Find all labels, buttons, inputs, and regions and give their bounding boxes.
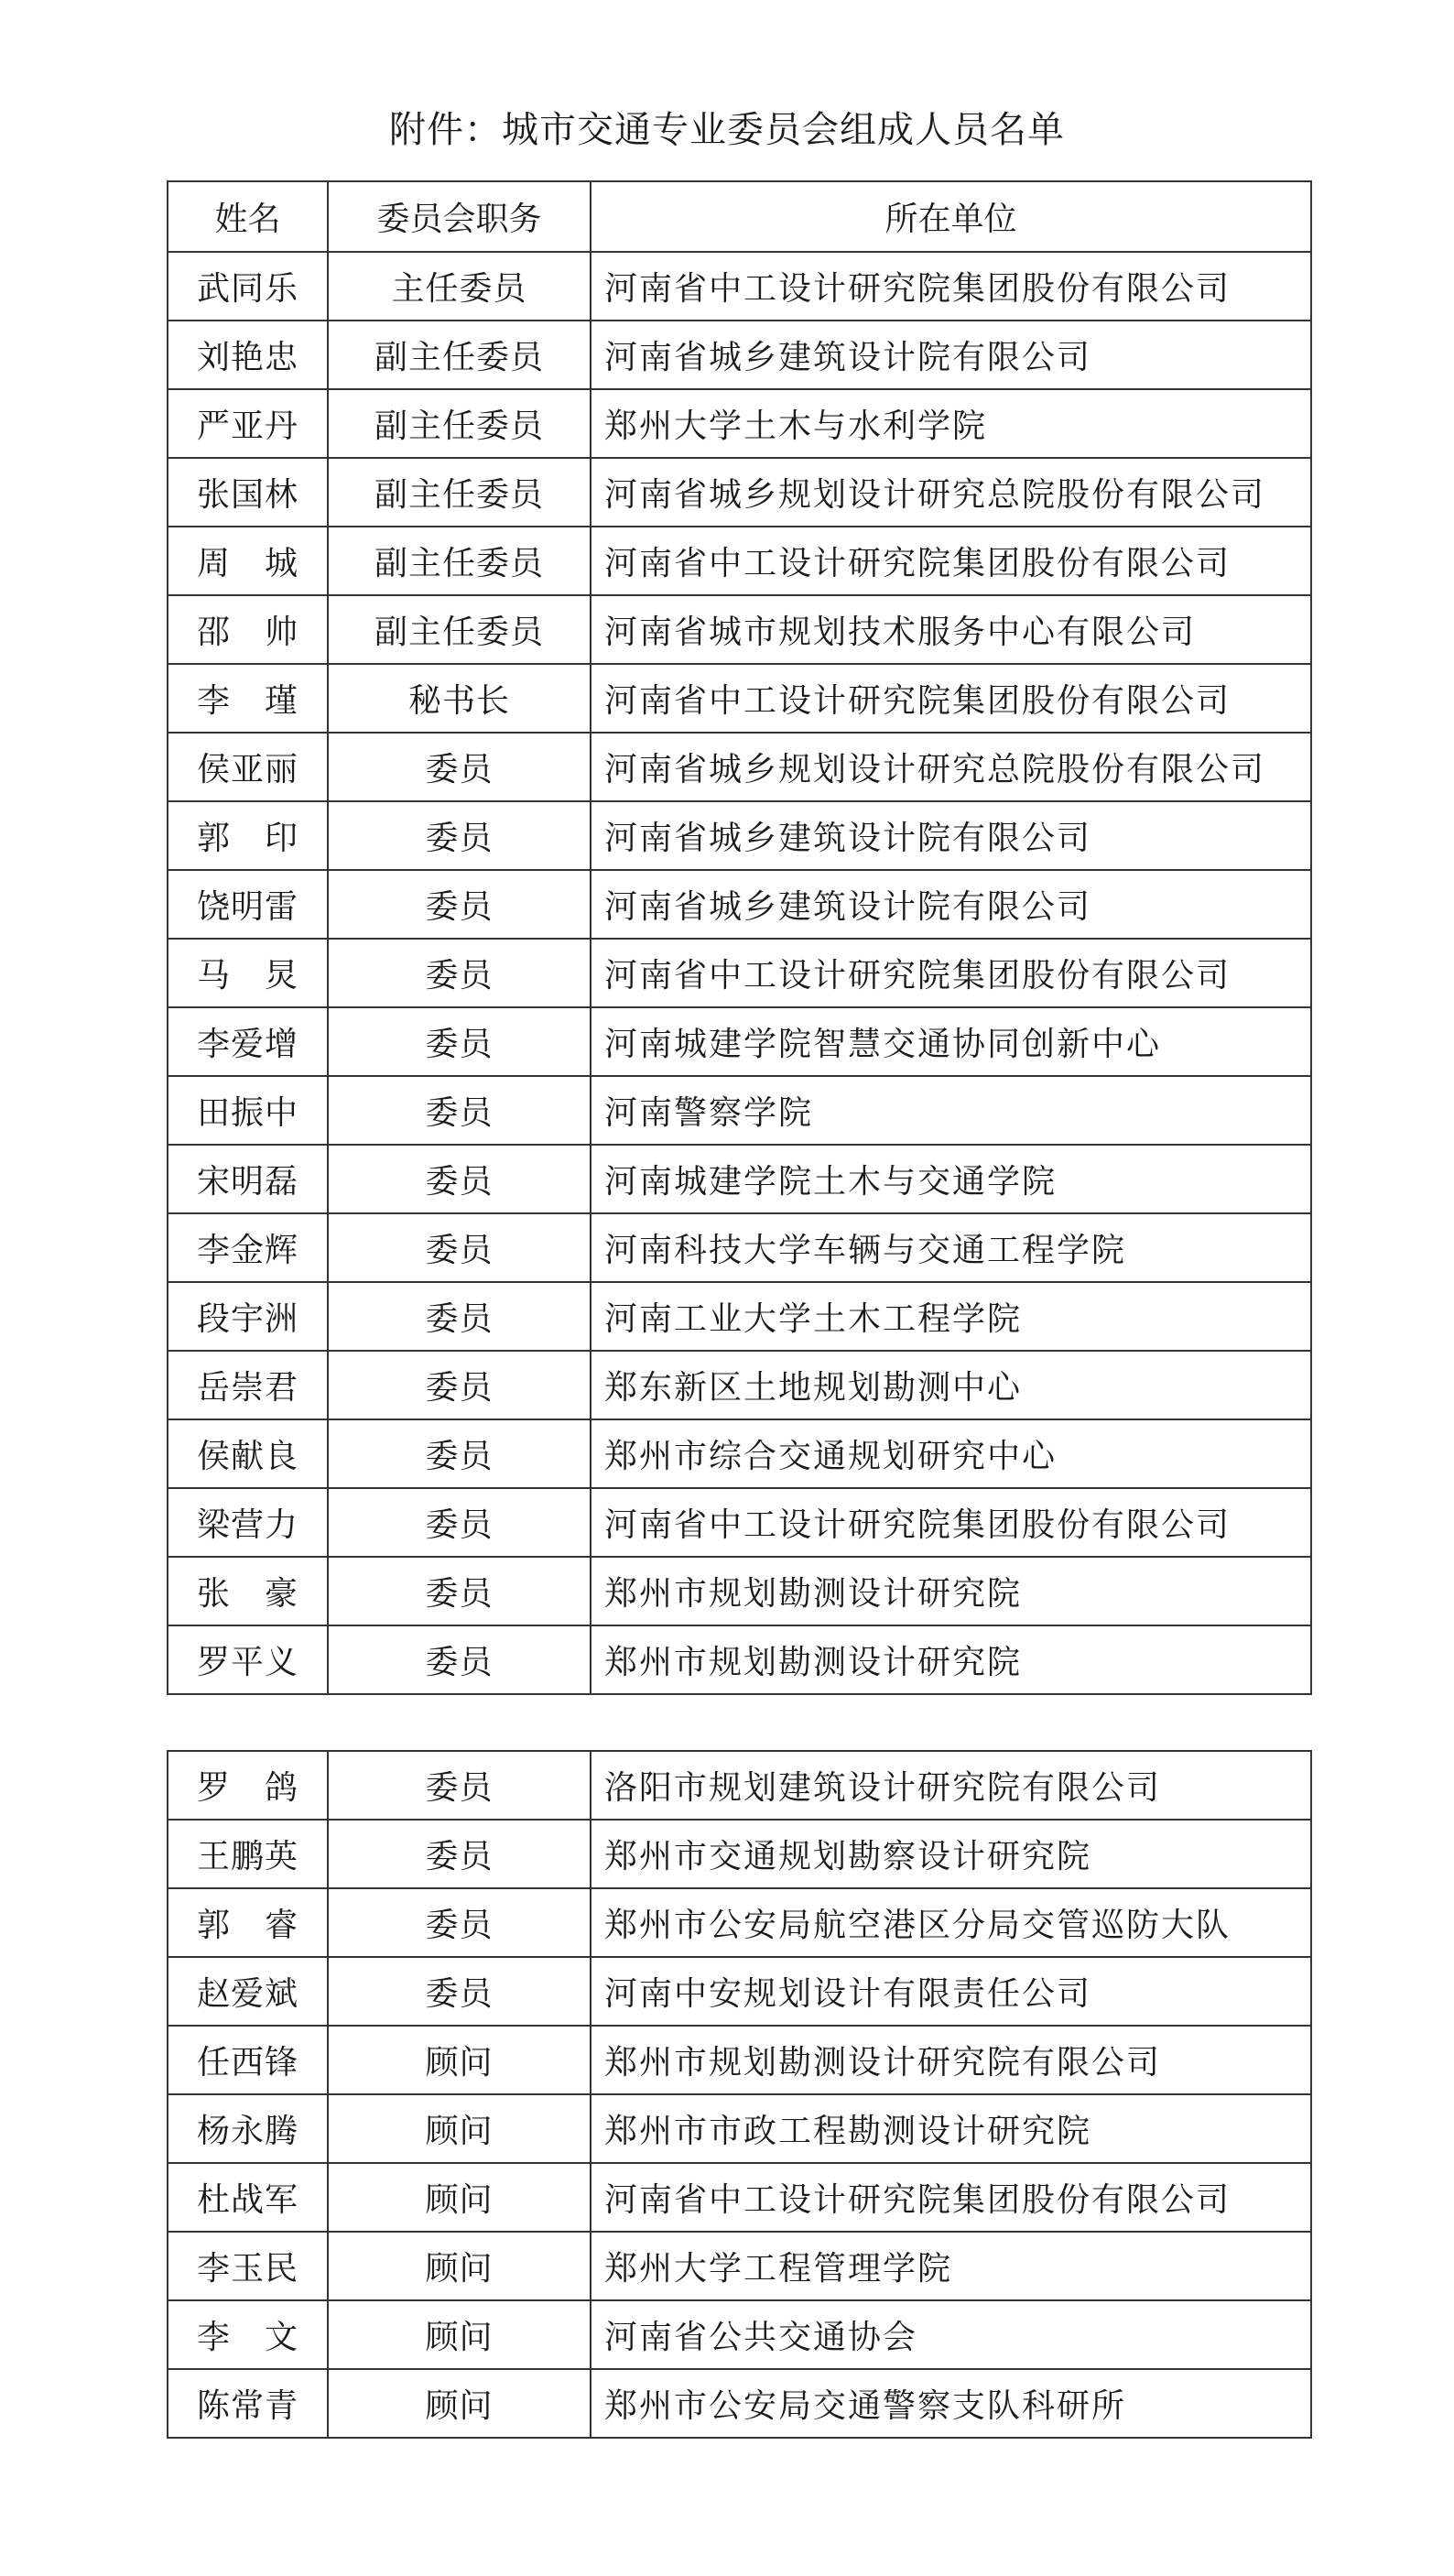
member-name: 李 文 xyxy=(168,2300,328,2369)
member-unit: 郑东新区土地规划勘测中心 xyxy=(591,1351,1311,1419)
member-role: 主任委员 xyxy=(328,252,591,321)
table-row xyxy=(168,389,1311,458)
member-unit: 河南省中工设计研究院集团股份有限公司 xyxy=(591,664,1311,733)
member-role: 委员 xyxy=(328,801,591,870)
member-role: 委员 xyxy=(328,1213,591,1282)
table-row xyxy=(168,1419,1311,1488)
member-role: 副主任委员 xyxy=(328,527,591,595)
header-name: 姓名 xyxy=(168,181,328,252)
member-unit: 河南省中工设计研究院集团股份有限公司 xyxy=(591,252,1311,321)
member-unit: 河南省中工设计研究院集团股份有限公司 xyxy=(591,527,1311,595)
table-row xyxy=(168,1820,1311,1888)
header-role: 委员会职务 xyxy=(328,181,591,252)
table-row xyxy=(168,870,1311,939)
member-role: 副主任委员 xyxy=(328,595,591,664)
member-role: 委员 xyxy=(328,870,591,939)
member-role: 顾问 xyxy=(328,2232,591,2300)
member-unit: 河南省中工设计研究院集团股份有限公司 xyxy=(591,1488,1311,1557)
member-unit: 河南省中工设计研究院集团股份有限公司 xyxy=(591,939,1311,1007)
member-name: 严亚丹 xyxy=(168,389,328,458)
member-role: 顾问 xyxy=(328,2369,591,2438)
member-role: 副主任委员 xyxy=(328,389,591,458)
table-row xyxy=(168,2094,1311,2163)
member-role: 委员 xyxy=(328,1751,591,1820)
table-row xyxy=(168,1957,1311,2026)
member-name: 杜战军 xyxy=(168,2163,328,2232)
member-unit: 郑州市市政工程勘测设计研究院 xyxy=(591,2094,1311,2163)
header-unit: 所在单位 xyxy=(591,181,1311,252)
table-row xyxy=(168,458,1311,527)
member-name: 岳崇君 xyxy=(168,1351,328,1419)
member-name: 张国林 xyxy=(168,458,328,527)
member-name: 武同乐 xyxy=(168,252,328,321)
member-name: 李 瑾 xyxy=(168,664,328,733)
table-row xyxy=(168,595,1311,664)
member-role: 委员 xyxy=(328,1957,591,2026)
member-role: 委员 xyxy=(328,1007,591,1076)
member-name: 饶明雷 xyxy=(168,870,328,939)
table-row xyxy=(168,1213,1311,1282)
member-unit: 郑州市规划勘测设计研究院 xyxy=(591,1625,1311,1694)
member-unit: 河南省城乡建筑设计院有限公司 xyxy=(591,870,1311,939)
member-unit: 河南省中工设计研究院集团股份有限公司 xyxy=(591,2163,1311,2232)
member-unit: 河南工业大学土木工程学院 xyxy=(591,1282,1311,1351)
member-name: 邵 帅 xyxy=(168,595,328,664)
member-name: 马 炅 xyxy=(168,939,328,1007)
member-unit: 河南警察学院 xyxy=(591,1076,1311,1145)
member-role: 顾问 xyxy=(328,2163,591,2232)
table-row xyxy=(168,1488,1311,1557)
member-role: 委员 xyxy=(328,1282,591,1351)
member-name: 刘艳忠 xyxy=(168,321,328,389)
member-unit: 河南科技大学车辆与交通工程学院 xyxy=(591,1213,1311,1282)
member-unit: 河南城建学院智慧交通协同创新中心 xyxy=(591,1007,1311,1076)
member-unit: 河南中安规划设计有限责任公司 xyxy=(591,1957,1311,2026)
member-unit: 河南省公共交通协会 xyxy=(591,2300,1311,2369)
member-name: 罗 鸽 xyxy=(168,1751,328,1820)
member-unit: 郑州大学土木与水利学院 xyxy=(591,389,1311,458)
member-name: 任西锋 xyxy=(168,2026,328,2094)
table-row xyxy=(168,527,1311,595)
table-row xyxy=(168,939,1311,1007)
member-role: 副主任委员 xyxy=(328,321,591,389)
table-row xyxy=(168,1076,1311,1145)
member-unit: 郑州大学工程管理学院 xyxy=(591,2232,1311,2300)
member-role: 委员 xyxy=(328,1145,591,1213)
header-row xyxy=(168,181,1311,252)
member-name: 周 城 xyxy=(168,527,328,595)
member-role: 委员 xyxy=(328,1351,591,1419)
member-role: 委员 xyxy=(328,1419,591,1488)
table-row xyxy=(168,2163,1311,2232)
member-name: 李爱增 xyxy=(168,1007,328,1076)
member-name: 宋明磊 xyxy=(168,1145,328,1213)
table-row xyxy=(168,2026,1311,2094)
member-unit: 郑州市综合交通规划研究中心 xyxy=(591,1419,1311,1488)
member-unit: 郑州市交通规划勘察设计研究院 xyxy=(591,1820,1311,1888)
table-row xyxy=(168,1888,1311,1957)
member-name: 郭 印 xyxy=(168,801,328,870)
member-role: 副主任委员 xyxy=(328,458,591,527)
table-row xyxy=(168,1557,1311,1625)
member-role: 委员 xyxy=(328,1625,591,1694)
member-role: 委员 xyxy=(328,1820,591,1888)
member-name: 杨永腾 xyxy=(168,2094,328,2163)
member-name: 陈常青 xyxy=(168,2369,328,2438)
member-role: 秘书长 xyxy=(328,664,591,733)
table-row xyxy=(168,733,1311,801)
table-row xyxy=(168,2232,1311,2300)
member-unit: 洛阳市规划建筑设计研究院有限公司 xyxy=(591,1751,1311,1820)
member-unit: 郑州市公安局交通警察支队科研所 xyxy=(591,2369,1311,2438)
member-name: 张 豪 xyxy=(168,1557,328,1625)
table-row xyxy=(168,801,1311,870)
table-row xyxy=(168,252,1311,321)
table-row xyxy=(168,2369,1311,2438)
table-row xyxy=(168,2300,1311,2369)
member-table-continued xyxy=(167,1750,1312,2439)
member-name: 李金辉 xyxy=(168,1213,328,1282)
member-table xyxy=(167,180,1312,1695)
member-unit: 郑州市公安局航空港区分局交管巡防大队 xyxy=(591,1888,1311,1957)
member-name: 王鹏英 xyxy=(168,1820,328,1888)
table-row xyxy=(168,1007,1311,1076)
member-name: 罗平义 xyxy=(168,1625,328,1694)
member-name: 田振中 xyxy=(168,1076,328,1145)
page-title: 附件：城市交通专业委员会组成人员名单 xyxy=(389,109,1065,151)
table-row xyxy=(168,664,1311,733)
table-row xyxy=(168,1751,1311,1820)
member-role: 委员 xyxy=(328,1888,591,1957)
member-name: 赵爱斌 xyxy=(168,1957,328,2026)
member-unit: 郑州市规划勘测设计研究院有限公司 xyxy=(591,2026,1311,2094)
member-unit: 河南省城市规划技术服务中心有限公司 xyxy=(591,595,1311,664)
member-unit: 河南省城乡建筑设计院有限公司 xyxy=(591,321,1311,389)
table-row xyxy=(168,1145,1311,1213)
member-unit: 河南省城乡规划设计研究总院股份有限公司 xyxy=(591,733,1311,801)
member-name: 梁营力 xyxy=(168,1488,328,1557)
member-unit: 河南省城乡规划设计研究总院股份有限公司 xyxy=(591,458,1311,527)
member-name: 侯献良 xyxy=(168,1419,328,1488)
table-row xyxy=(168,321,1311,389)
member-name: 段宇洲 xyxy=(168,1282,328,1351)
table-row xyxy=(168,1282,1311,1351)
member-role: 委员 xyxy=(328,1488,591,1557)
member-role: 委员 xyxy=(328,1557,591,1625)
member-role: 委员 xyxy=(328,1076,591,1145)
member-unit: 河南城建学院土木与交通学院 xyxy=(591,1145,1311,1213)
member-role: 顾问 xyxy=(328,2300,591,2369)
member-name: 侯亚丽 xyxy=(168,733,328,801)
member-unit: 河南省城乡建筑设计院有限公司 xyxy=(591,801,1311,870)
member-name: 李玉民 xyxy=(168,2232,328,2300)
member-name: 郭 睿 xyxy=(168,1888,328,1957)
table-row xyxy=(168,1625,1311,1694)
member-role: 委员 xyxy=(328,939,591,1007)
member-unit: 郑州市规划勘测设计研究院 xyxy=(591,1557,1311,1625)
member-role: 委员 xyxy=(328,733,591,801)
member-role: 顾问 xyxy=(328,2026,591,2094)
member-role: 顾问 xyxy=(328,2094,591,2163)
table-row xyxy=(168,1351,1311,1419)
